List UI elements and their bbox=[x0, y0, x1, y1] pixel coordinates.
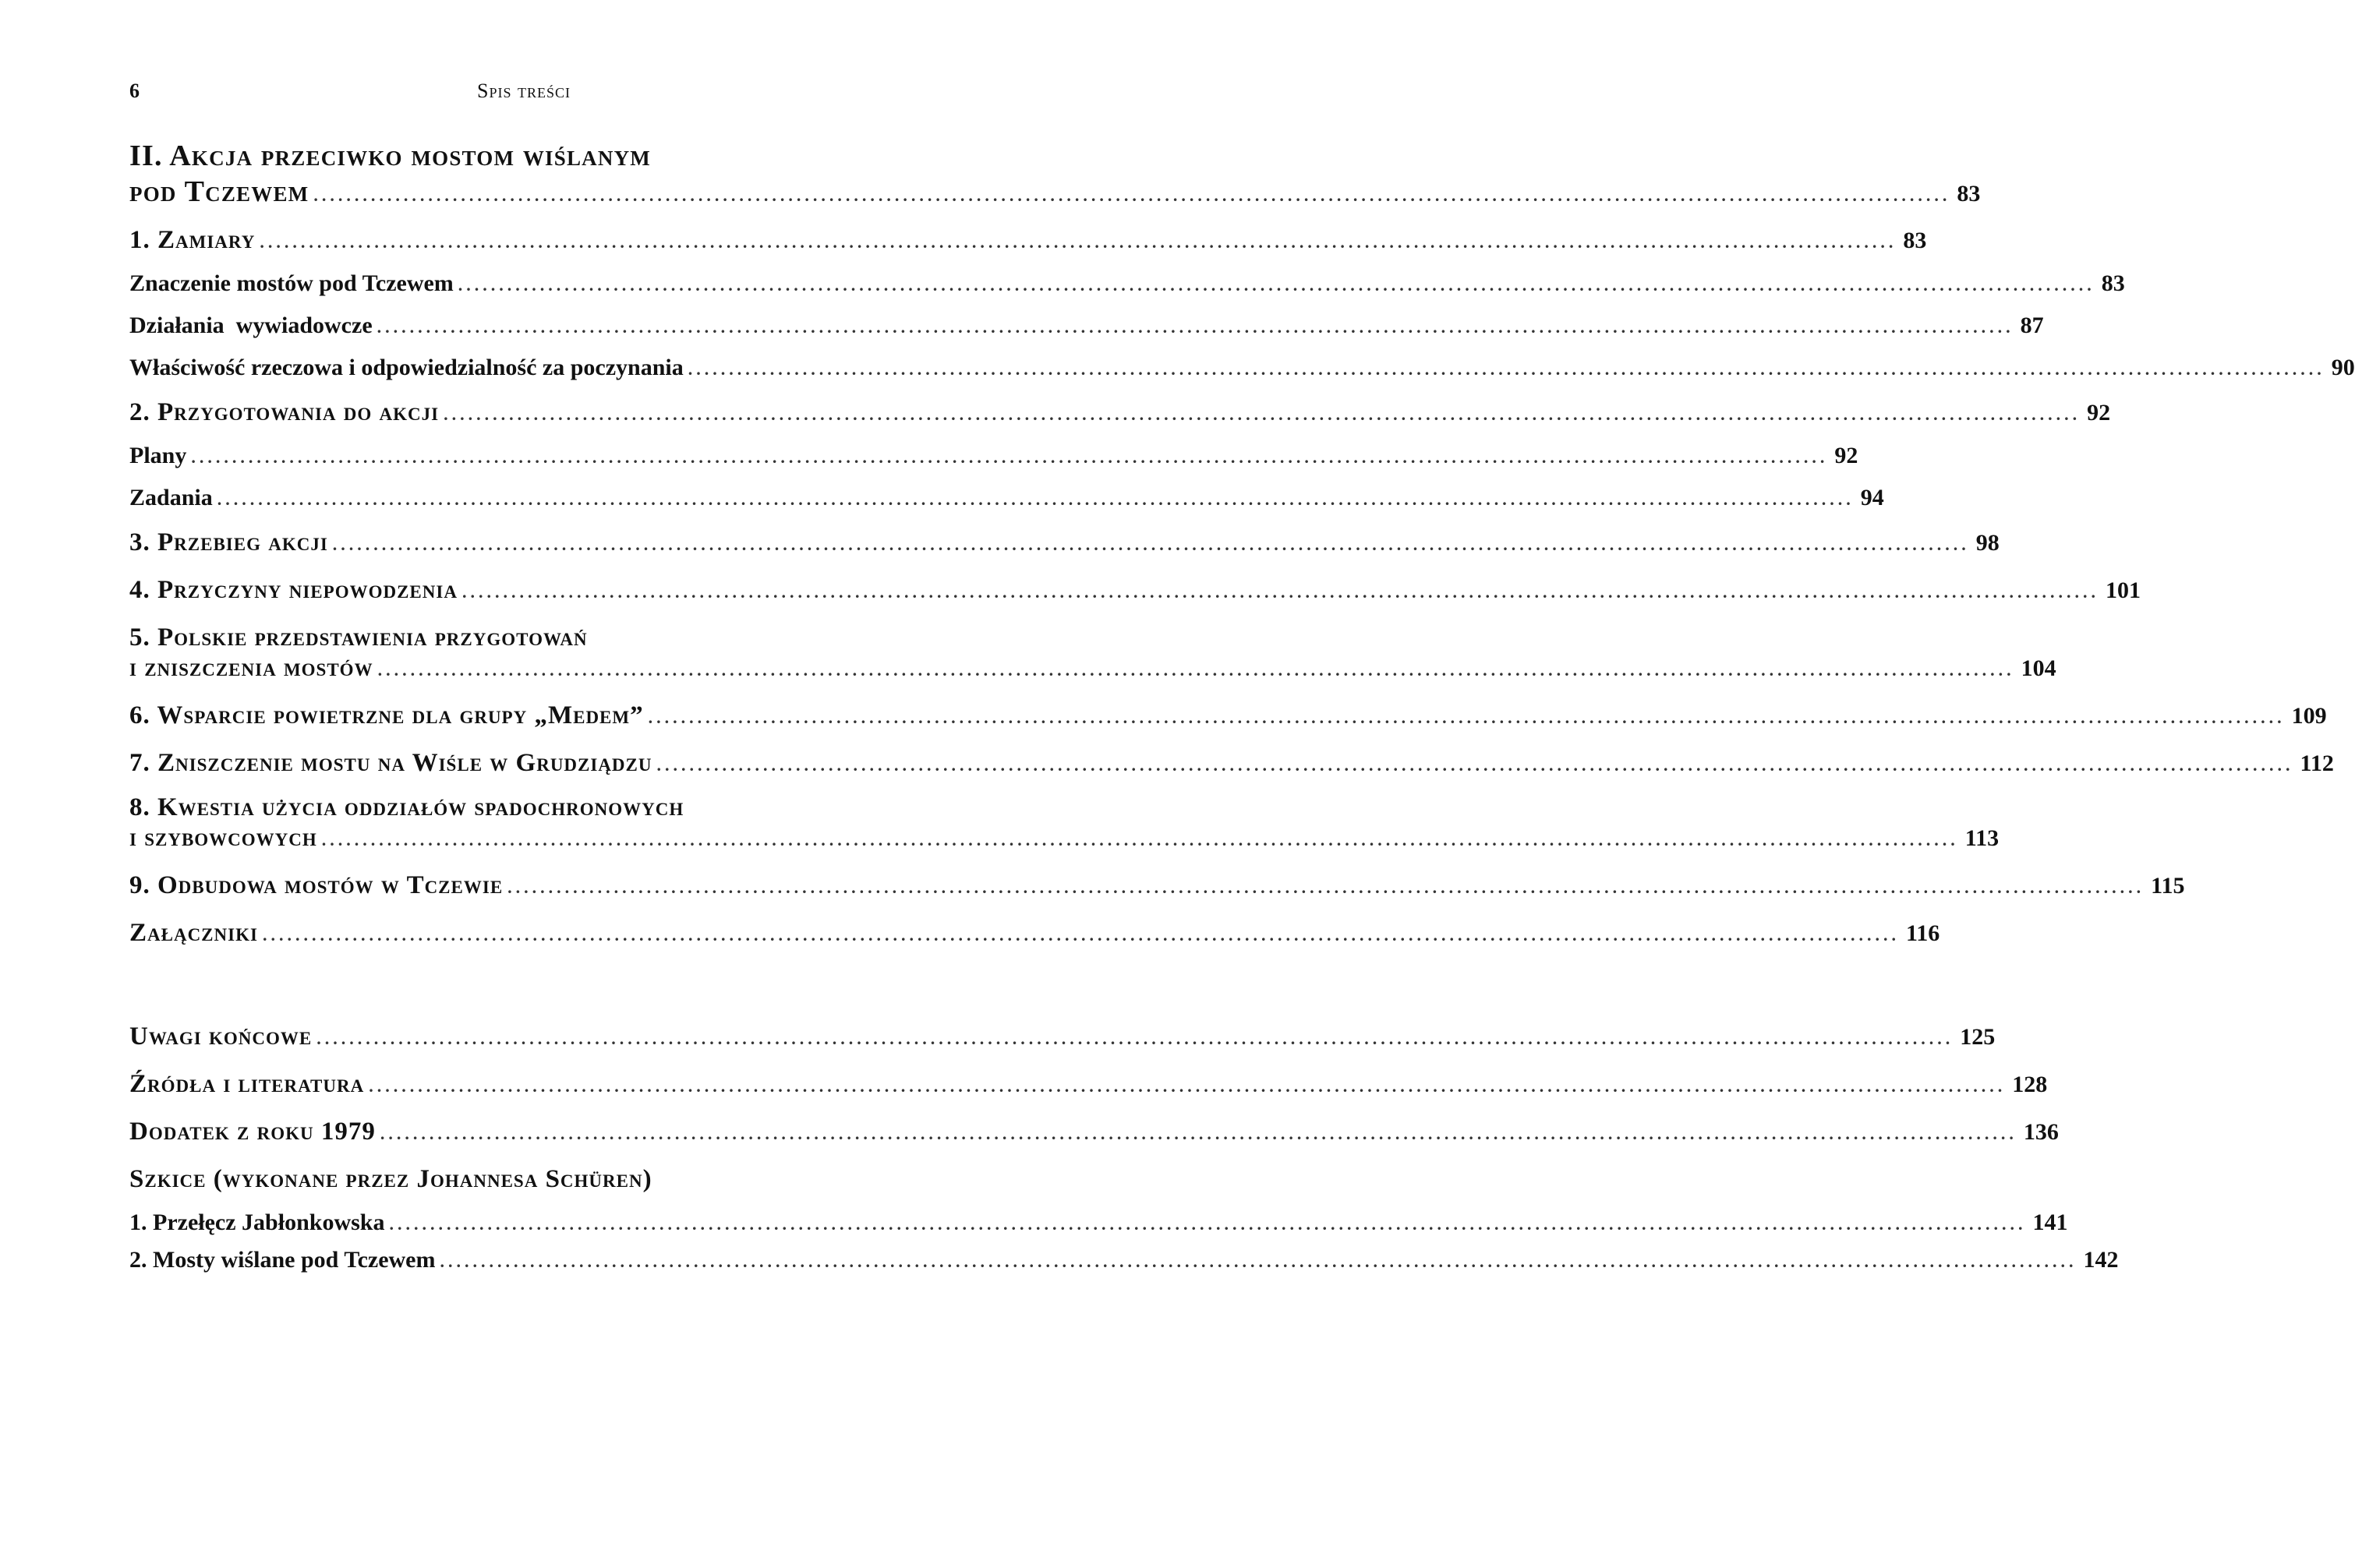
toc-entry-szkic2[interactable] bbox=[129, 1247, 2119, 1273]
toc-entry-dzialania[interactable] bbox=[129, 313, 2044, 339]
page-number: 6 bbox=[129, 79, 140, 102]
toc-page: 125 bbox=[1960, 1024, 1996, 1050]
toc-page: 94 bbox=[1860, 485, 1884, 510]
leader-dots: ........................................................................................................................................................................................................ bbox=[440, 1252, 2077, 1271]
toc-label: Właściwość rzeczowa i odpowiedzialność za poczynania bbox=[129, 355, 684, 380]
leader-dots: ........................................................................................................................................................................................................ bbox=[262, 925, 1900, 945]
toc-entry-przyczyny[interactable] bbox=[129, 576, 2141, 605]
leader-dots: ........................................................................................................................................................................................................ bbox=[507, 878, 2145, 897]
toc-label: 9. Odbudowa mostów w Tczewie bbox=[129, 871, 504, 899]
toc-entry-odbudowa[interactable] bbox=[129, 871, 2185, 900]
running-title: Spis treści bbox=[477, 79, 571, 102]
table-of-contents bbox=[129, 139, 2355, 1273]
toc-label: Działania wywiadowcze bbox=[129, 313, 373, 338]
leader-dots: ........................................................................................................................................................................................................ bbox=[260, 232, 1897, 252]
toc-label: Załączniki bbox=[129, 919, 258, 947]
toc-page: 115 bbox=[2151, 873, 2185, 899]
toc-entry-przygotowania[interactable] bbox=[129, 398, 2111, 427]
toc-page: 142 bbox=[2083, 1247, 2119, 1273]
leader-dots: ........................................................................................................................................................................................................ bbox=[389, 1214, 2027, 1234]
running-head bbox=[129, 79, 918, 111]
leader-dots: ........................................................................................................................................................................................................ bbox=[461, 582, 2099, 602]
chapter-title-line1: II. Akcja przeciwko mostom wiślanym bbox=[129, 139, 651, 172]
leader-dots: ........................................................................................................................................................................................................ bbox=[377, 660, 2015, 680]
toc-label: Zadania bbox=[129, 485, 213, 510]
toc-entry-szkic1[interactable] bbox=[129, 1210, 2068, 1236]
toc-label: Znaczenie mostów pod Tczewem bbox=[129, 270, 454, 296]
toc-entry-kwestia-line1: 8. Kwestia użycia oddziałów spadochronowych bbox=[129, 793, 684, 821]
toc-entry-kwestia[interactable] bbox=[129, 824, 2000, 853]
toc-entry-polskie[interactable] bbox=[129, 654, 2056, 683]
toc-label: 7. Zniszczenie mostu na Wiśle w Grudziądzu bbox=[129, 749, 652, 777]
toc-page: 104 bbox=[2021, 655, 2056, 681]
toc-entry-uwagi[interactable] bbox=[129, 1022, 1996, 1051]
toc-heading-szkice: Szkice (wykonane przez Johannesa Schüren) bbox=[129, 1165, 652, 1193]
toc-page: 87 bbox=[2020, 313, 2044, 338]
leader-dots: ........................................................................................................................................................................................................ bbox=[648, 708, 2286, 727]
toc-entry-wlasciwosc[interactable] bbox=[129, 355, 2355, 381]
leader-dots: ........................................................................................................................................................................................................ bbox=[458, 275, 2095, 295]
leader-dots: ........................................................................................................................................................................................................ bbox=[191, 447, 1829, 467]
toc-page: 128 bbox=[2012, 1072, 2048, 1097]
toc-label: 1. Zamiary bbox=[129, 226, 256, 254]
toc-entry-zamiary[interactable] bbox=[129, 226, 1927, 255]
toc-label: i zniszczenia mostów bbox=[129, 654, 373, 682]
toc-page: 136 bbox=[2023, 1119, 2059, 1145]
leader-dots: ........................................................................................................................................................................................................ bbox=[369, 1076, 2007, 1096]
toc-page: 83 bbox=[2101, 270, 2125, 296]
leader-dots: ........................................................................................................................................................................................................ bbox=[377, 317, 2014, 337]
toc-entry-zadania[interactable] bbox=[129, 485, 1884, 511]
toc-entry-polskie-line1: 5. Polskie przedstawienia przygotowań bbox=[129, 623, 588, 652]
leader-dots: ........................................................................................................................................................................................................ bbox=[321, 830, 1959, 849]
leader-dots: ........................................................................................................................................................................................................ bbox=[316, 1029, 1954, 1048]
toc-label: i szybowcowych bbox=[129, 824, 317, 852]
toc-entry-dodatek[interactable] bbox=[129, 1118, 2059, 1146]
toc-page: 113 bbox=[1964, 825, 2000, 851]
leader-dots: ........................................................................................................................................................................................................ bbox=[332, 535, 1970, 554]
toc-entry-zalaczniki[interactable] bbox=[129, 919, 1940, 948]
toc-page: 141 bbox=[2032, 1210, 2068, 1235]
toc-label: 2. Mosty wiślane pod Tczewem bbox=[129, 1247, 436, 1273]
leader-dots: ........................................................................................................................................................................................................ bbox=[380, 1124, 2017, 1143]
toc-label: 1. Przełęcz Jabłonkowska bbox=[129, 1210, 385, 1235]
toc-page: 92 bbox=[2087, 400, 2111, 426]
toc-entry-chapter[interactable] bbox=[129, 175, 1981, 209]
toc-entry-wsparcie[interactable] bbox=[129, 701, 2327, 730]
toc-page: 98 bbox=[1975, 530, 2000, 556]
toc-page: 112 bbox=[2300, 750, 2334, 776]
leader-dots: ........................................................................................................................................................................................................ bbox=[688, 359, 2325, 379]
toc-entry-przebieg[interactable] bbox=[129, 528, 2000, 557]
toc-label: Plany bbox=[129, 443, 187, 468]
toc-label: Źródła i literatura bbox=[129, 1070, 365, 1098]
toc-label: Uwagi końcowe bbox=[129, 1022, 313, 1051]
toc-label: Dodatek z roku 1979 bbox=[129, 1118, 376, 1146]
toc-page: 109 bbox=[2291, 703, 2327, 729]
leader-dots: ........................................................................................................................................................................................................ bbox=[444, 404, 2081, 424]
toc-label: 2. Przygotowania do akcji bbox=[129, 398, 440, 426]
toc-label: 4. Przyczyny niepowodzenia bbox=[129, 576, 458, 604]
toc-page: 101 bbox=[2105, 577, 2141, 603]
leader-dots: ........................................................................................................................................................................................................ bbox=[313, 185, 1951, 205]
toc-entry-plany[interactable] bbox=[129, 443, 1858, 469]
toc-label: pod Tczewem bbox=[129, 175, 309, 208]
toc-page: 90 bbox=[2331, 355, 2355, 380]
toc-entry-znaczenie[interactable] bbox=[129, 270, 2125, 297]
leader-dots: ........................................................................................................................................................................................................ bbox=[217, 489, 1855, 509]
toc-entry-zrodla[interactable] bbox=[129, 1070, 2048, 1099]
leader-dots: ........................................................................................................................................................................................................ bbox=[656, 755, 2294, 775]
toc-page: 83 bbox=[1903, 228, 1927, 253]
toc-page: 116 bbox=[1905, 920, 1940, 946]
toc-page: 92 bbox=[1834, 443, 1858, 468]
toc-label: 6. Wsparcie powietrzne dla grupy „Medem” bbox=[129, 701, 644, 729]
toc-entry-zniszczenie[interactable] bbox=[129, 749, 2334, 778]
toc-label: 3. Przebieg akcji bbox=[129, 528, 328, 556]
toc-page: 83 bbox=[1957, 181, 1981, 207]
